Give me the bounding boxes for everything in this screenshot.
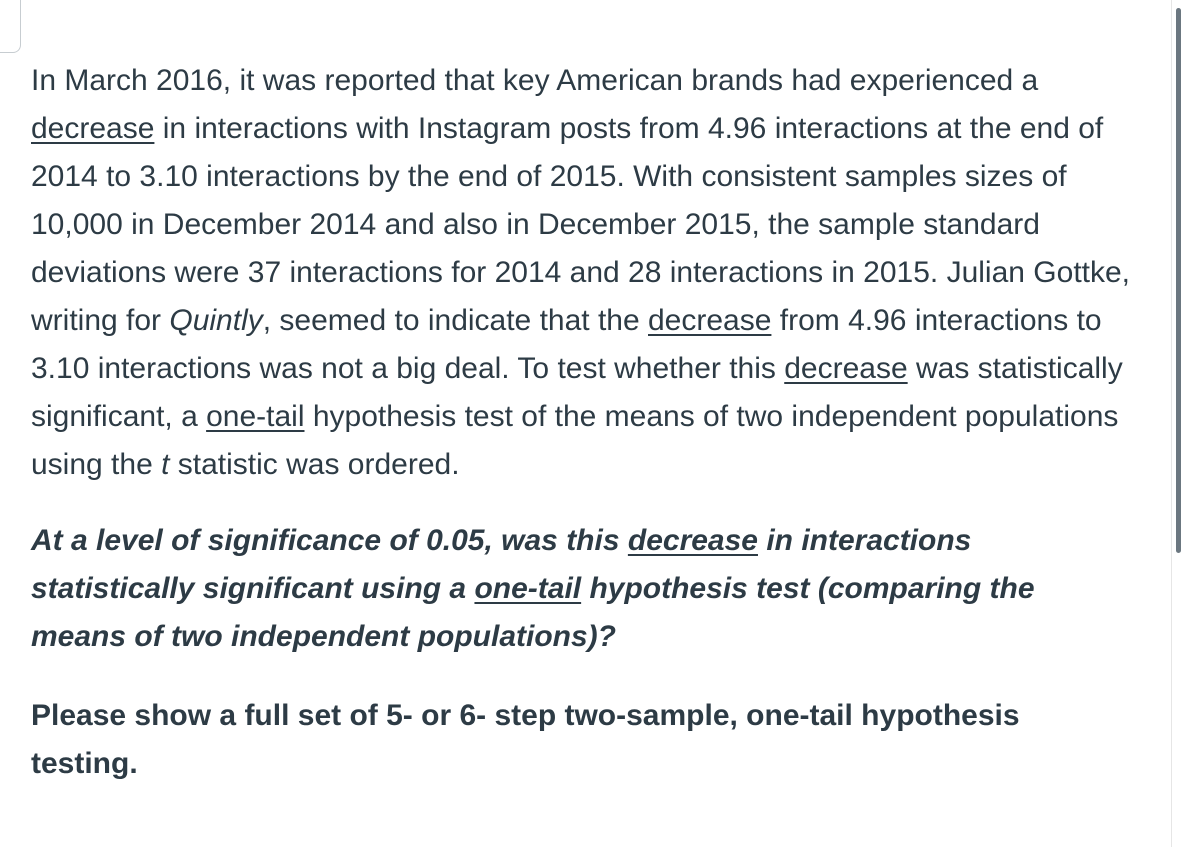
question-one-tail-underlined: one-tail: [474, 572, 582, 605]
question-paragraph: [31, 517, 1131, 661]
instruction-paragraph: [31, 692, 1131, 788]
scrollbar-track[interactable]: [1171, 0, 1184, 847]
scrollbar-thumb[interactable]: [1176, 8, 1181, 553]
problem-text-5: was statistically significant, a: [31, 352, 1123, 433]
problem-text-1: In March 2016, it was reported that key American brands had experienced a: [31, 64, 1039, 97]
problem-text-6: hypothesis test of the means of two independent populations using the: [31, 400, 1119, 481]
question-decrease-underlined: decrease: [627, 524, 758, 557]
one-tail-underlined: one-tail: [206, 400, 305, 433]
quintly-italic: Quintly: [169, 304, 263, 337]
problem-text-7: statistic was ordered.: [169, 448, 460, 481]
decrease-underlined-2: decrease: [648, 304, 772, 337]
problem-text-3: , seemed to indicate that the: [262, 304, 648, 337]
t-statistic-italic: t: [161, 448, 170, 481]
question-text-2: in interactions statistically significant using a: [31, 524, 972, 605]
panel-corner-tab: [0, 0, 21, 53]
question-content: [31, 57, 1131, 788]
question-text-1: At a level of significance of 0.05, was this: [31, 524, 628, 557]
problem-paragraph: [31, 57, 1131, 489]
question-text-3: hypothesis test (comparing the means of two independent populations)?: [31, 572, 1035, 653]
problem-text-4: from 4.96 interactions to 3.10 interactions was not a big deal. To test whether this: [31, 304, 1102, 385]
decrease-underlined-1: decrease: [31, 112, 155, 145]
decrease-underlined-3: decrease: [784, 352, 908, 385]
instruction-text: Please show a full set of 5- or 6- step two-sample, one-tail hypothesis testing.: [31, 699, 1020, 780]
problem-text-2: in interactions with Instagram posts from 4.96 interactions at the end of 2014 to 3.10 interactions by the end of 2015. With consistent samples sizes of 10,000 in December 2014 and also in December 2015, the sample standard deviations were 37 interactions for 2014 and 28 interactions in 2015. Julian Gottke, writing for: [31, 112, 1131, 337]
